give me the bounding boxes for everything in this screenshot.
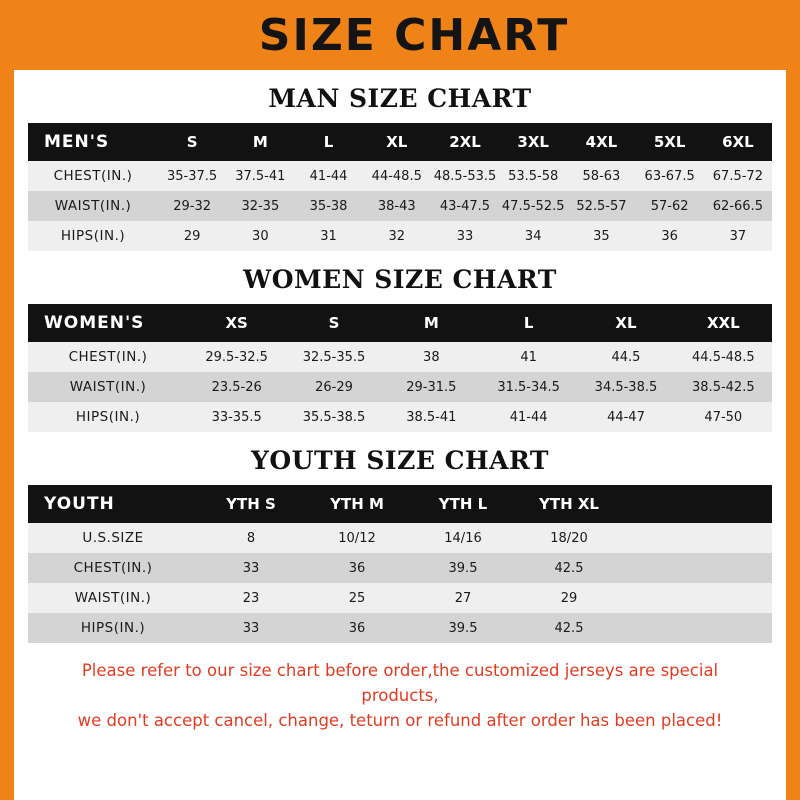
column-header: XL <box>577 304 674 342</box>
cell: 38 <box>383 342 480 372</box>
column-header: M <box>383 304 480 342</box>
section-title-women: WOMEN SIZE CHART <box>243 265 557 294</box>
men-header-label: MEN'S <box>28 123 158 161</box>
cell-spacer <box>622 553 772 583</box>
table-row <box>28 402 772 432</box>
cell: 42.5 <box>516 553 622 583</box>
cell: 41-44 <box>480 402 577 432</box>
cell: 26-29 <box>285 372 382 402</box>
cell: 38-43 <box>363 191 431 221</box>
column-header: M <box>226 123 294 161</box>
youth-header-label: YOUTH <box>28 485 198 523</box>
column-header: YTH L <box>410 485 516 523</box>
cell: 32.5-35.5 <box>285 342 382 372</box>
table-row <box>28 191 772 221</box>
cell-spacer <box>622 523 772 553</box>
cell: 33 <box>198 553 304 583</box>
cell: 23 <box>198 583 304 613</box>
table-row <box>28 613 772 643</box>
column-header: YTH S <box>198 485 304 523</box>
column-header-spacer <box>622 485 772 523</box>
column-header: XXL <box>675 304 772 342</box>
row-label: WAIST(IN.) <box>28 372 188 402</box>
table-header-row <box>28 485 772 523</box>
cell: 63-67.5 <box>636 161 704 191</box>
table-row <box>28 583 772 613</box>
cell: 35-38 <box>294 191 362 221</box>
column-header: 6XL <box>704 123 772 161</box>
women-header-label: WOMEN'S <box>28 304 188 342</box>
cell: 48.5-53.5 <box>431 161 499 191</box>
cell: 58-63 <box>567 161 635 191</box>
cell: 47-50 <box>675 402 772 432</box>
cell: 33 <box>198 613 304 643</box>
cell: 42.5 <box>516 613 622 643</box>
row-label: HIPS(IN.) <box>28 613 198 643</box>
cell: 38.5-41 <box>383 402 480 432</box>
table-row <box>28 553 772 583</box>
table-row <box>28 221 772 251</box>
cell: 34 <box>499 221 567 251</box>
column-header: L <box>480 304 577 342</box>
table-row <box>28 342 772 372</box>
column-header: S <box>285 304 382 342</box>
cell: 10/12 <box>304 523 410 553</box>
column-header: L <box>294 123 362 161</box>
cell: 31.5-34.5 <box>480 372 577 402</box>
row-label: CHEST(IN.) <box>28 342 188 372</box>
column-header: XS <box>188 304 285 342</box>
column-header: 2XL <box>431 123 499 161</box>
table-row <box>28 523 772 553</box>
header-band <box>0 0 800 70</box>
table-header-row <box>28 123 772 161</box>
cell: 8 <box>198 523 304 553</box>
column-header: 5XL <box>636 123 704 161</box>
cell: 33 <box>431 221 499 251</box>
table-header-row <box>28 304 772 342</box>
column-header: YTH XL <box>516 485 622 523</box>
cell: 18/20 <box>516 523 622 553</box>
footer-note <box>28 659 772 733</box>
cell: 62-66.5 <box>704 191 772 221</box>
cell: 41-44 <box>294 161 362 191</box>
cell: 38.5-42.5 <box>675 372 772 402</box>
table-row <box>28 161 772 191</box>
row-label: U.S.SIZE <box>28 523 198 553</box>
cell: 34.5-38.5 <box>577 372 674 402</box>
cell: 57-62 <box>636 191 704 221</box>
cell: 32 <box>363 221 431 251</box>
row-label: CHEST(IN.) <box>28 161 158 191</box>
column-header: 4XL <box>567 123 635 161</box>
section-title-youth: YOUTH SIZE CHART <box>251 446 549 475</box>
cell: 44-48.5 <box>363 161 431 191</box>
row-label: HIPS(IN.) <box>28 402 188 432</box>
cell: 52.5-57 <box>567 191 635 221</box>
column-header: 3XL <box>499 123 567 161</box>
cell: 32-35 <box>226 191 294 221</box>
cell-spacer <box>622 613 772 643</box>
cell: 29.5-32.5 <box>188 342 285 372</box>
cell: 29-32 <box>158 191 226 221</box>
cell: 39.5 <box>410 613 516 643</box>
youth-size-table <box>28 485 772 643</box>
row-label: WAIST(IN.) <box>28 583 198 613</box>
column-header: YTH M <box>304 485 410 523</box>
column-header: S <box>158 123 226 161</box>
footer-note-line-2: we don't accept cancel, change, teturn or refund after order has been placed! <box>77 710 723 730</box>
table-row <box>28 372 772 402</box>
cell: 29 <box>516 583 622 613</box>
page-title: SIZE CHART <box>258 9 570 61</box>
cell: 14/16 <box>410 523 516 553</box>
men-size-table <box>28 123 772 251</box>
cell: 37.5-41 <box>226 161 294 191</box>
cell: 53.5-58 <box>499 161 567 191</box>
cell: 44.5-48.5 <box>675 342 772 372</box>
cell: 47.5-52.5 <box>499 191 567 221</box>
cell: 67.5-72 <box>704 161 772 191</box>
chart-content <box>14 84 786 733</box>
cell: 23.5-26 <box>188 372 285 402</box>
cell: 29-31.5 <box>383 372 480 402</box>
column-header: XL <box>363 123 431 161</box>
cell: 36 <box>304 553 410 583</box>
cell: 36 <box>304 613 410 643</box>
row-label: WAIST(IN.) <box>28 191 158 221</box>
cell: 44.5 <box>577 342 674 372</box>
cell: 35-37.5 <box>158 161 226 191</box>
women-size-table <box>28 304 772 432</box>
cell: 31 <box>294 221 362 251</box>
section-title-men: MAN SIZE CHART <box>268 84 532 113</box>
cell: 43-47.5 <box>431 191 499 221</box>
cell: 33-35.5 <box>188 402 285 432</box>
cell: 37 <box>704 221 772 251</box>
row-label: CHEST(IN.) <box>28 553 198 583</box>
cell: 41 <box>480 342 577 372</box>
cell: 27 <box>410 583 516 613</box>
row-label: HIPS(IN.) <box>28 221 158 251</box>
cell: 36 <box>636 221 704 251</box>
cell: 35 <box>567 221 635 251</box>
footer-note-line-1: Please refer to our size chart before order,the customized jerseys are special products, <box>81 661 719 705</box>
cell: 25 <box>304 583 410 613</box>
cell: 44-47 <box>577 402 674 432</box>
cell-spacer <box>622 583 772 613</box>
cell: 39.5 <box>410 553 516 583</box>
cell: 29 <box>158 221 226 251</box>
cell: 35.5-38.5 <box>285 402 382 432</box>
cell: 30 <box>226 221 294 251</box>
